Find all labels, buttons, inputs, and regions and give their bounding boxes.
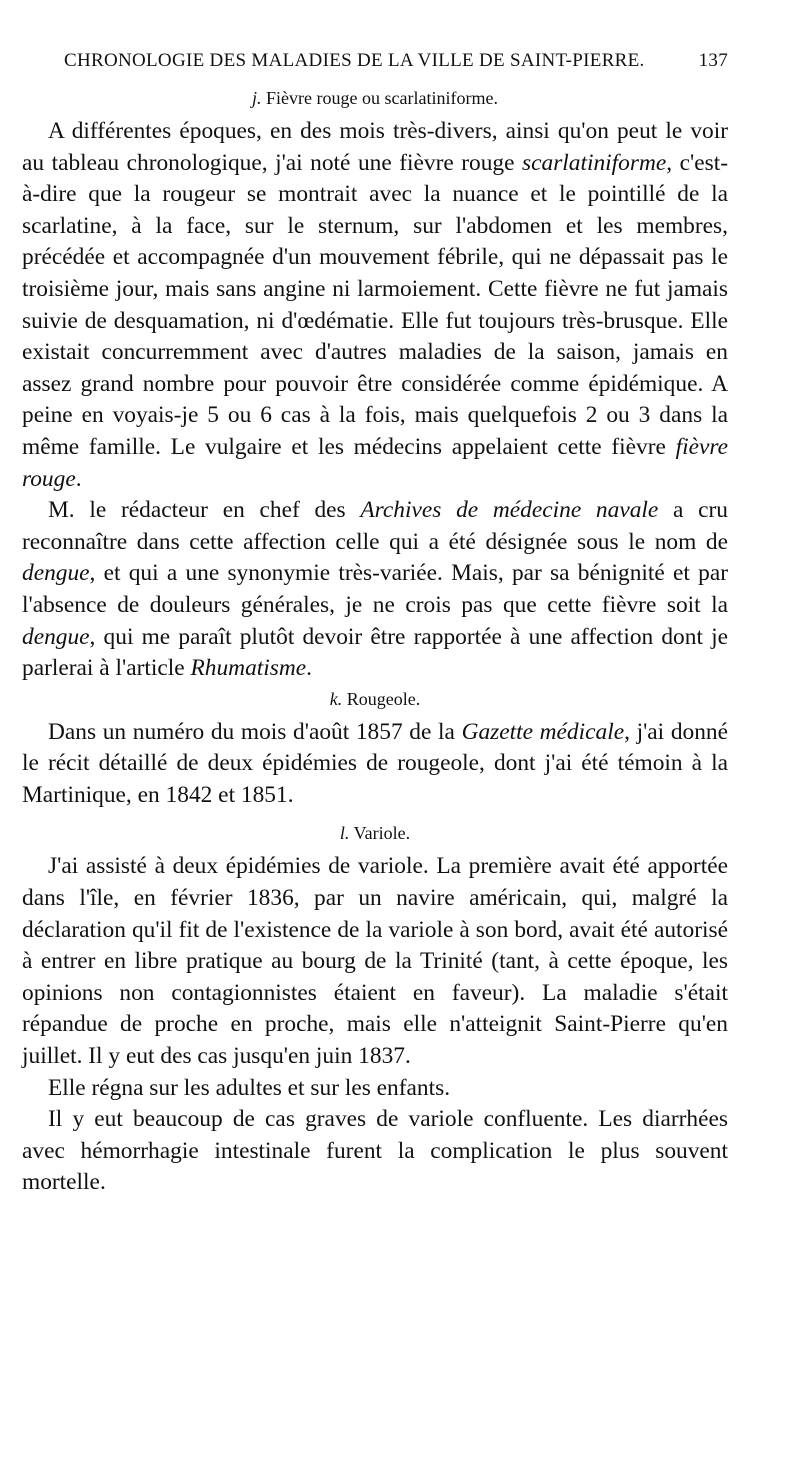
paragraph [22,495,728,685]
running-head [22,50,728,84]
book-page [22,50,728,1199]
text-run: J'ai assisté à deux épidémies de variole. La première avait été apportée dans l'île, en février 1836, par un navire américain, qui, malgré la déclaration qu'il fit de l'existence de la variole à son bord, avait été autorisé à entrer en libre pratique au bourg de la Trinité (tant, à cette époque, les opinions non contagionnistes étaient en faveur). La maladie s'était répandue de proche en proche, mais elle n'atteignit Saint-Pierre qu'en juillet. Il y eut des cas jusqu'en juin 1837. [22,853,728,1070]
paragraph [22,1073,728,1105]
paragraph [22,851,728,1072]
paragraph [22,717,728,812]
section-letter: j. [252,88,262,108]
text-run: . [75,465,82,492]
section-letter: k. [329,688,343,709]
text-run: , et qui a une synonymie très-variée. Mais, par sa bénignité et par l'absence de douleurs générales, je ne crois pas que cette fièvre soit la [22,560,728,618]
paragraph [22,1104,728,1199]
section-letter: l. [339,823,350,844]
italic-run: fièvre rouge [22,433,728,492]
text-run: , j'ai donné le récit détaillé de deux épidémies de rougeole, dont j'ai été témoin à la Martinique, en 1842 et 1851. [22,718,728,808]
text-run: . [306,655,312,682]
italic-run: scarlatiniforme [522,149,667,176]
italic-run: Archives de médecine navale [360,497,659,524]
running-head-title: CHRONOLOGIE DES MALADIES DE LA VILLE DE SAINT-PIERRE. [64,50,645,71]
italic-run: Gazette médicale [461,718,625,745]
text-run: Dans un numéro du mois d'août 1857 de la [48,718,462,745]
text-run: , c'est-à-dire que la rougeur se montrait avec la nuance et le pointillé de la scarlatine, à la face, sur le sternum, sur l'abdomen et les membres, précédée et accompagnée d'un mouvement fébrile, qui ne dépassait pas le troisième jour, mais sans angine ni larmoiement. Cette fièvre ne fut jamais suivie de desquamation, ni d'œdématie. Elle fut toujours très-brusque. Elle existait concurremment avec d'autres maladies de la saison, jamais en assez grand nombre pour pouvoir être considérée comme épidémique. A peine en voyais-je 5 ou 6 cas à la fois, mais quelquefois 2 ou 3 dans la même famille. Le vulgaire et les médecins appelaient cette fièvre [22,149,728,460]
text-run: a cru reconnaître dans cette affection celle qui a été désignée sous le nom de [22,497,728,555]
text-run: Il y eut beaucoup de cas graves de variole confluente. Les diarrhées avec hémorrhagie intestinale furent la complication le plus souvent mortelle. [22,1106,728,1196]
text-run: A différentes époques, en des mois très-divers, ainsi qu'on peut le voir au tableau chronologique, j'ai noté une fièvre rouge [22,118,728,176]
page-number: 137 [698,50,728,71]
text-run: M. le rédacteur en chef des [48,497,361,524]
text-run: Elle régna sur les adultes et sur les enfants. [48,1074,451,1101]
section-title-text: Variole. [353,823,411,844]
text-run: , qui me paraît plutôt devoir être rapportée à une affection dont je parlerai à l'article [22,623,728,682]
paragraph [22,116,728,495]
section-heading-fievre-rouge [22,84,728,112]
italic-run: dengue [22,623,90,650]
section-heading-variole [22,819,728,847]
section-title-text: Rougeole. [346,688,421,709]
italic-run: Rhumatisme [190,655,307,682]
italic-run: dengue [22,560,90,587]
section-title-text: Fièvre rouge ou scarlatiniforme. [266,88,498,108]
section-heading-rougeole [22,685,728,713]
